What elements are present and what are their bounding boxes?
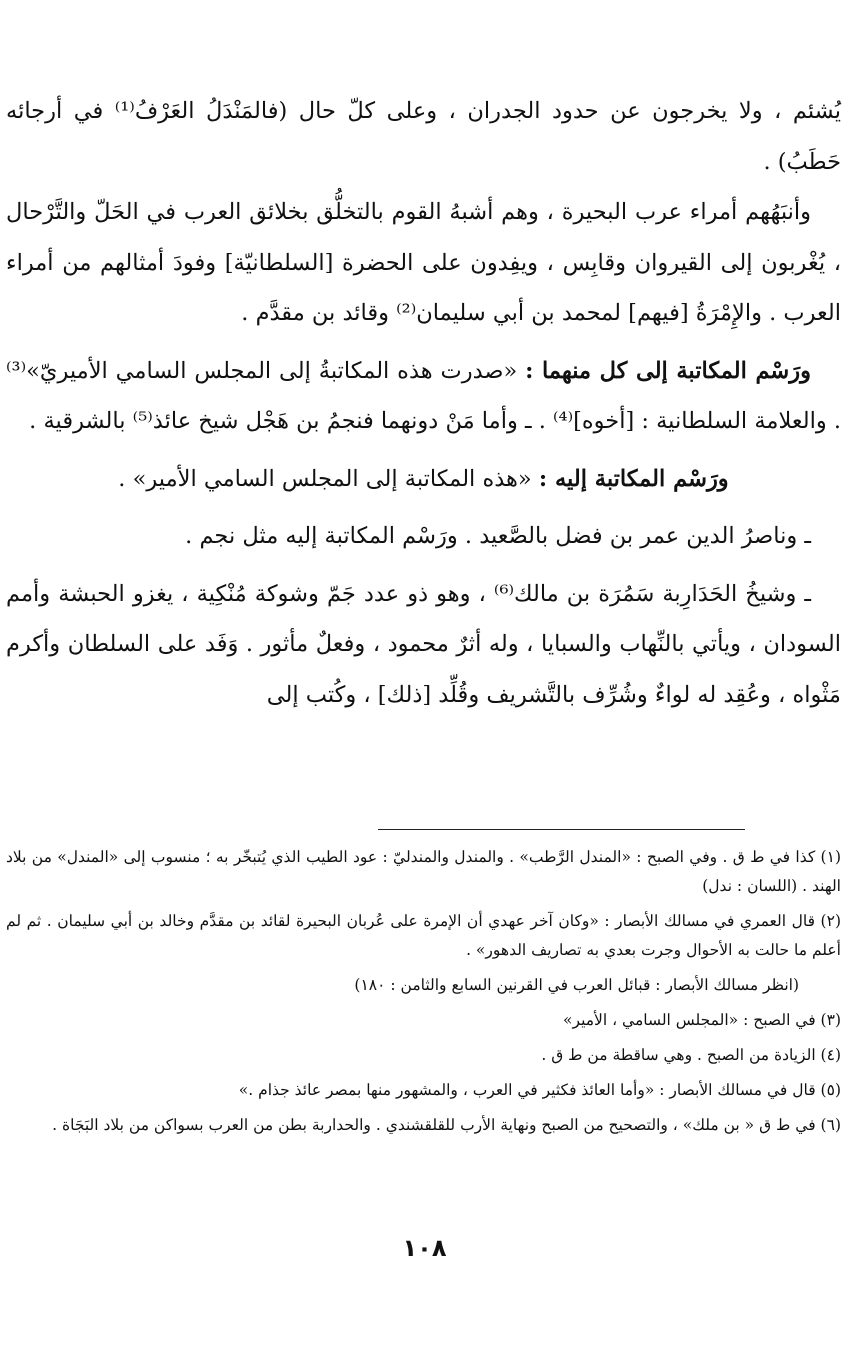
main-text [6,86,841,727]
paragraph-3 [6,346,841,447]
paragraph-4-heading: ورَسْم المكاتبة إليه : [538,465,729,492]
footnote-4: (٤) الزيادة من الصبح . وهي ساقطة من ط ق . [541,1046,841,1064]
paragraph-1: يُشئم ، ولا يخرجون عن حدود الجدران ، وعلى كلّ حال (فالمَنْدَلُ العَرْفُ⁽¹⁾ في أرجائه حَطَبُ) . [6,98,842,175]
paragraph-2: وأنبَهُهم أمراء عرب البحيرة ، وهم أشبهُ القوم بالتخلُّق بخلائق العرب في الحَلّ والتَّرْحال ، يُغْربون إلى القيروان وقابِس ، ويفِدون على الحضرة [السلطانيّة] وفودَ أمثالهم من أمراء العرب . والإِمْرَةُ [فيهم] لمحمد بن أبي سليمان⁽²⁾ وقائد بن مقدَّم . [6,199,841,326]
paragraph-4-text: «هذه المكاتبة إلى المجلس السامي الأمير» . [118,465,539,492]
paragraph-5: ـ وناصرُ الدين عمر بن فضل بالصَّعيد . ورَسْم المكاتبة إليه مثل نجم . [185,523,811,549]
footnote-3: (٣) في الصبح : «المجلس السامي ، الأمير» [563,1011,841,1029]
paragraph-6: ـ وشيخُ الحَدَارِبة سَمُرَة بن مالك⁽⁶⁾ ، وهو ذو عدد جَمّ وشوكة مُنْكِية ، يغزو الحبشة وأمم السودان ، ويأتي بالنِّهاب والسبايا ، وله أثرٌ محمود ، وفعلٌ مأثور . وَفَد على السلطان وأكرم مَثْواه ، وعُقِد له لواءٌ وشُرِّف بالتَّشريف وقُلِّد [ذلك] ، وكُتب إلى [6,580,841,708]
paragraph-3-heading: ورَسْم المكاتبة إلى كل منهما : [525,357,812,384]
footnote-divider [378,829,745,830]
page-number: ١٠٨ [402,1234,447,1262]
footnote-1: (١) كذا في ط ق . وفي الصبح : «المندل الرَّطب» . والمندل والمندليّ : عود الطيب الذي يُتبخّر به ؛ منسوب إلى «المندل» من بلاد الهند . (اللسان : ندل) [6,848,841,895]
footnote-6: (٦) في ط ق « بن ملك» ، والتصحيح من الصبح ونهاية الأرب للقلقشندي . والحداربة بطن من العرب بسواكن من بلاد البَجَاة . [52,1116,841,1134]
footnote-2-reference: (انظر مسالك الأبصار : قبائل العرب في القرنين السابع والثامن : ١٨٠) [354,976,799,994]
footnote-2: (٢) قال العمري في مسالك الأبصار : «وكان آخر عهدي أن الإمرة على عُربان البحيرة لقائد بن مقدَّم وخالد بن أبي سليمان . ثم لم أعلم ما حالت به الأحوال وجرت بعدي به تصاريف الدهور» . [6,912,841,959]
paragraph-4 [6,454,841,505]
footnote-5: (٥) قال في مسالك الأبصار : «وأما العائذ فكثير في العرب ، والمشهور منها بمصر عائذ جذام .» [238,1081,841,1099]
footnotes [6,843,841,1146]
paragraph-3-text: «صدرت هذه المكاتبةُ إلى المجلس السامي الأميريّ»⁽³⁾ . والعلامة السلطانية : [أخوه]⁽⁴⁾ . ـ وأما مَنْ دونهما فنجمُ بن هَجْل شيخ عائذ⁽⁵⁾ بالشرقية . [6,357,841,434]
